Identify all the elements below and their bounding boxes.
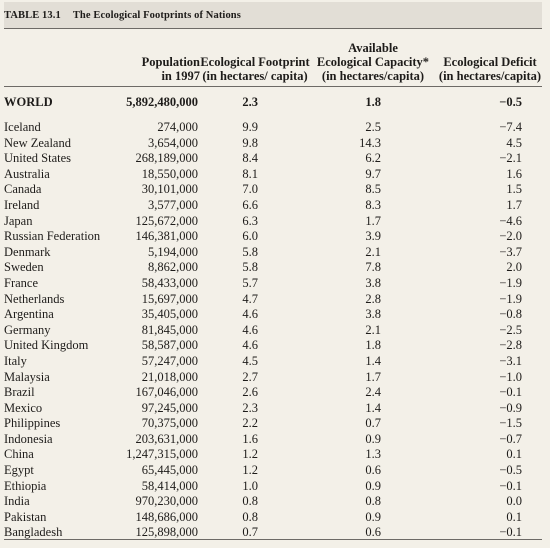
country-deficit: −2.8 [499,338,522,353]
table-row [4,120,542,136]
country-name: Sweden [4,260,44,275]
country-footprint: 0.8 [242,494,258,509]
country-name: Japan [4,213,33,228]
country-capacity: 0.7 [365,416,381,431]
country-capacity: 3.8 [365,275,381,290]
country-footprint: 4.6 [242,307,258,322]
country-name: Ethiopia [4,478,47,493]
country-footprint: 0.7 [242,525,258,540]
country-deficit: −3.7 [499,244,522,259]
country-footprint: 4.5 [242,353,258,368]
country-capacity: 8.5 [365,182,381,197]
country-deficit: −1.9 [499,275,522,290]
table-row [4,447,542,463]
table-row [4,307,542,323]
country-capacity: 1.4 [365,353,381,368]
country-name: Netherlands [4,291,65,306]
country-population: 81,845,000 [141,322,198,337]
country-population: 148,686,000 [135,509,198,524]
country-footprint: 8.4 [242,151,258,166]
country-deficit: 1.6 [506,166,522,181]
country-footprint: 2.2 [242,416,258,431]
table-bottom-rule [4,539,542,540]
table-row [4,338,542,354]
country-population: 274,000 [157,120,198,134]
country-deficit: 1.5 [506,182,522,197]
country-deficit: −2.5 [499,322,522,337]
country-footprint: 1.2 [242,463,258,478]
table-row [4,245,542,261]
country-capacity: 3.8 [365,307,381,322]
country-capacity: 2.5 [365,120,381,134]
country-population: 970,230,000 [135,494,198,509]
country-capacity: 2.1 [365,322,381,337]
table-row [4,463,542,479]
country-deficit: 4.5 [506,135,522,150]
country-footprint: 5.8 [242,244,258,259]
country-capacity: 9.7 [365,166,381,181]
table-row [4,323,542,339]
country-deficit: −2.1 [499,151,522,166]
country-footprint: 6.0 [242,229,258,244]
country-footprint: 4.7 [242,291,258,306]
country-name: Italy [4,353,27,368]
country-population: 35,405,000 [141,307,198,322]
country-name: New Zealand [4,135,71,150]
header-capacity: Available Ecological Capacity* (in hectares/capita) [316,41,430,83]
table-row [4,182,542,198]
table-row [4,370,542,386]
world-footprint: 2.3 [242,95,258,109]
country-name: France [4,275,39,290]
country-population: 268,189,000 [135,151,198,166]
country-deficit: −2.0 [499,229,522,244]
country-name: Indonesia [4,431,53,446]
country-name: Iceland [4,120,41,134]
country-capacity: 1.3 [365,447,381,462]
country-deficit: −4.6 [499,213,522,228]
country-population: 203,631,000 [135,431,198,446]
country-population: 5,194,000 [148,244,198,259]
world-population: 5,892,480,000 [126,95,198,109]
table-row [4,292,542,308]
country-name: India [4,494,30,509]
table-row [4,198,542,214]
country-deficit: −0.7 [499,431,522,446]
country-capacity: 1.8 [365,338,381,353]
country-name: Ireland [4,197,40,212]
country-footprint: 6.3 [242,213,258,228]
country-population: 15,697,000 [141,291,198,306]
country-footprint: 9.8 [242,135,258,150]
country-name: Malaysia [4,369,50,384]
header-population: Population in 1997 [141,55,200,83]
table-title: The Ecological Footprints of Nations [72,9,241,21]
country-name: Egypt [4,463,34,478]
country-deficit: −1.9 [499,291,522,306]
header-deficit: Ecological Deficit (in hectares/capita) [438,55,542,83]
table-row [4,229,542,245]
header-footprint: Ecological Footprint (in hectares/ capita) [200,55,310,83]
country-population: 58,414,000 [141,478,198,493]
country-deficit: −0.8 [499,307,522,322]
table-number: TABLE 13.1 [4,9,61,21]
country-capacity: 2.1 [365,244,381,259]
country-deficit: 2.0 [506,260,522,275]
country-deficit: −0.9 [499,400,522,415]
country-capacity: 2.4 [365,385,381,400]
world-name: WORLD [4,95,53,109]
country-name: Philippines [4,416,61,431]
world-capacity: 1.8 [365,95,381,109]
country-population: 57,247,000 [141,353,198,368]
table-row [4,494,542,510]
table-row [4,401,542,417]
country-name: Canada [4,182,42,197]
country-footprint: 1.0 [242,478,258,493]
country-footprint: 6.6 [242,197,258,212]
country-deficit: −1.5 [499,416,522,431]
table-row [4,151,542,167]
country-capacity: 1.4 [365,400,381,415]
country-footprint: 1.2 [242,447,258,462]
country-deficit: 0.1 [506,447,522,462]
country-capacity: 0.9 [365,478,381,493]
country-population: 97,245,000 [141,400,198,415]
country-capacity: 0.6 [365,525,381,540]
country-name: United States [4,151,72,166]
country-name: Argentina [4,307,54,322]
country-footprint: 8.1 [242,166,258,181]
country-population: 3,577,000 [148,197,198,212]
country-population: 70,375,000 [141,416,198,431]
country-capacity: 0.9 [365,509,381,524]
table-row [4,260,542,276]
country-name: Mexico [4,400,43,415]
country-footprint: 7.0 [242,182,258,197]
country-footprint: 0.8 [242,509,258,524]
country-footprint: 2.6 [242,385,258,400]
country-capacity: 1.7 [365,369,381,384]
country-name: Bangladesh [4,525,63,540]
country-name: Australia [4,166,50,181]
country-population: 1,247,315,000 [126,447,198,462]
table-row [4,510,542,526]
country-name: Germany [4,322,51,337]
country-capacity: 8.3 [365,197,381,212]
table-row [4,136,542,152]
table-row [4,167,542,183]
country-deficit: −0.5 [499,463,522,478]
country-population: 167,046,000 [135,385,198,400]
table-row [4,276,542,292]
country-capacity: 0.6 [365,463,381,478]
country-footprint: 1.6 [242,431,258,446]
country-capacity: 2.8 [365,291,381,306]
country-population: 58,433,000 [141,275,198,290]
table-row [4,416,542,432]
country-name: China [4,447,34,462]
country-footprint: 5.8 [242,260,258,275]
country-population: 125,898,000 [135,525,198,540]
country-name: Brazil [4,385,35,400]
country-footprint: 2.3 [242,400,258,415]
country-deficit: 1.7 [506,197,522,212]
table-row [4,214,542,230]
country-footprint: 4.6 [242,338,258,353]
country-population: 8,862,000 [148,260,198,275]
country-footprint: 2.7 [242,369,258,384]
country-population: 30,101,000 [141,182,198,197]
country-capacity: 14.3 [359,135,381,150]
country-deficit: −0.1 [499,525,522,540]
country-footprint: 5.7 [242,275,258,290]
country-capacity: 3.9 [365,229,381,244]
country-deficit: 0.0 [506,494,522,509]
table-title-bar [4,2,542,29]
country-deficit: −0.1 [499,385,522,400]
country-capacity: 6.2 [365,151,381,166]
country-deficit: −3.1 [499,353,522,368]
world-deficit: −0.5 [499,95,522,109]
table-header [4,34,542,87]
country-population: 146,381,000 [135,229,198,244]
country-name: Denmark [4,244,51,259]
world-row [4,92,542,112]
country-population: 3,654,000 [148,135,198,150]
country-population: 58,587,000 [141,338,198,353]
country-rows [4,120,542,541]
country-name: United Kingdom [4,338,89,353]
country-footprint: 4.6 [242,322,258,337]
table-row [4,479,542,495]
table-row [4,432,542,448]
table-row [4,354,542,370]
country-capacity: 0.9 [365,431,381,446]
country-capacity: 1.7 [365,213,381,228]
country-capacity: 7.8 [365,260,381,275]
country-name: Russian Federation [4,229,101,244]
country-deficit: −7.4 [499,120,522,134]
country-population: 21,018,000 [141,369,198,384]
table-row [4,385,542,401]
country-footprint: 9.9 [242,120,258,134]
country-population: 65,445,000 [141,463,198,478]
country-deficit: −0.1 [499,478,522,493]
country-capacity: 0.8 [365,494,381,509]
country-population: 18,550,000 [141,166,198,181]
country-deficit: 0.1 [506,509,522,524]
country-population: 125,672,000 [135,213,198,228]
country-name: Pakistan [4,509,47,524]
country-deficit: −1.0 [499,369,522,384]
